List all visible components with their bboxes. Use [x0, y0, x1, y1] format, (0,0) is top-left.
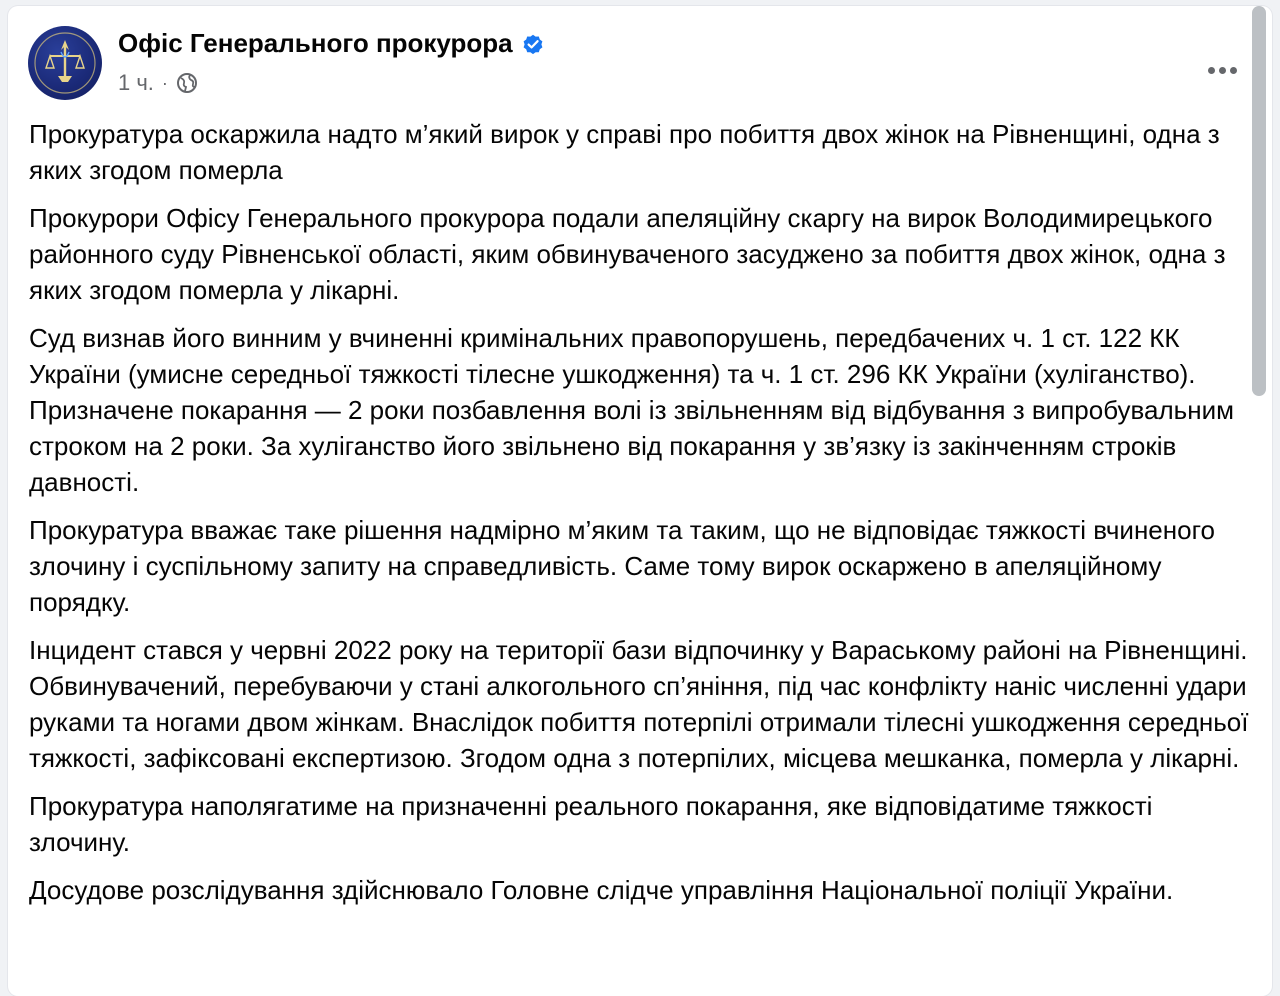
- post-paragraph: Прокурори Офісу Генерального прокурора подали апеляційну скаргу на вирок Володимирецького районного суду Рівненської області, яким обвинуваченого засуджено за побиття двох жінок, одна з яких згодом померла у лікарні.: [29, 203, 1226, 305]
- post-paragraph: Прокуратура вважає таке рішення надмірно м’яким та таким, що не відповідає тяжкості вчиненого злочину і суспільному запиту на справедливість. Саме тому вирок оскаржено в апеляційному порядку.: [29, 515, 1215, 617]
- more-options-button[interactable]: [1204, 60, 1240, 80]
- post-meta: [118, 70, 198, 96]
- post-paragraph: Суд визнав його винним у вчиненні кримінальних правопорушень, передбачених ч. 1 ст. 122 КК України (умисне середньої тяжкості тілесне ушкодження) та ч. 1 ст. 296 КК України (хуліганство). Призначене покарання — 2 роки позбавлення волі із звільненням від відбування з випробувальним строком на 2 роки. За хуліганство його звільнено від покарання у зв’язку із закінченням строків давності.: [29, 323, 1234, 497]
- post-timestamp[interactable]: 1 ч.: [118, 70, 154, 95]
- prosecutor-emblem-icon: [28, 26, 102, 100]
- page-avatar[interactable]: [28, 26, 102, 100]
- more-options-icon: [1219, 67, 1226, 74]
- verified-badge-icon: [521, 32, 545, 56]
- post-header: [28, 26, 1252, 100]
- globe-icon[interactable]: [176, 72, 198, 94]
- more-options-icon: [1208, 67, 1215, 74]
- more-options-icon: [1230, 67, 1237, 74]
- meta-separator: ·: [161, 72, 168, 93]
- post-paragraph: Прокуратура наполягатиме на призначенні реального покарання, яке відповідатиме тяжкості злочину.: [29, 791, 1153, 857]
- page-name-row: [118, 28, 545, 59]
- post-paragraph: Інцидент стався у червні 2022 року на території бази відпочинку у Вараському районі на Рівненщині. Обвинувачений, перебуваючи у стані алкогольного сп’яніння, під час конфлікту наніс численні удари руками та ногами двом жінкам. Внаслідок побиття потерпілі отримали тілесні ушкодження середньої тяжкості, зафіксовані експертизою. Згодом одна з потерпілих, місцева мешканка, померла у лікарні.: [29, 635, 1249, 773]
- post-paragraph: Досудове розслідування здійснювало Головне слідче управління Національної поліції України.: [29, 875, 1174, 905]
- post-paragraph: Прокуратура оскаржила надто м’який вирок у справі про побиття двох жінок на Рівненщині, одна з яких згодом померла: [29, 119, 1220, 185]
- post-text: [29, 116, 1259, 920]
- page-name[interactable]: Офіс Генерального прокурора: [118, 28, 513, 58]
- post-card: [8, 6, 1272, 996]
